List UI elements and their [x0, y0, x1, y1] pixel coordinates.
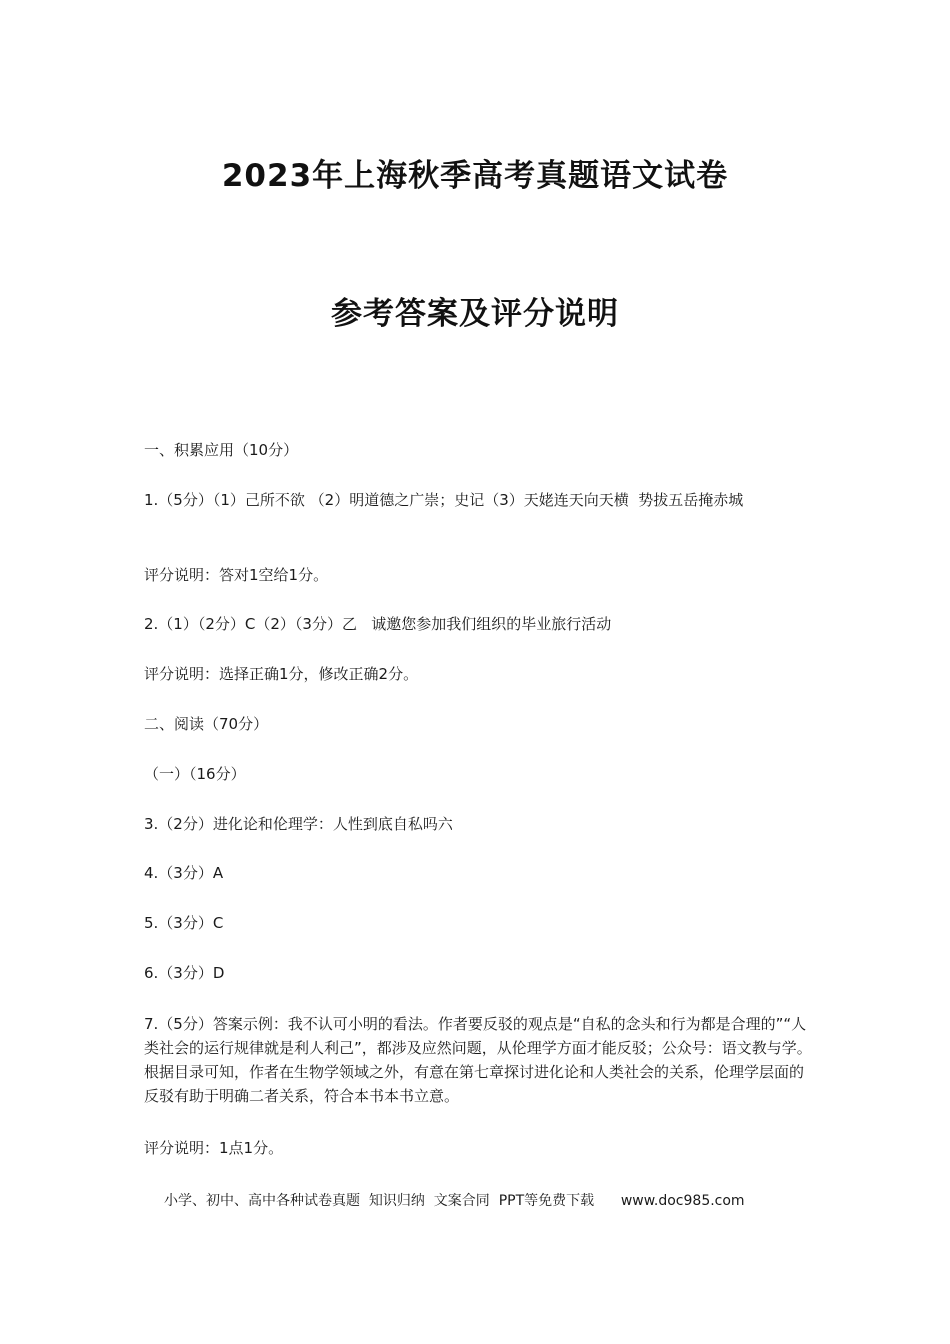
answer-2: 2.（1）（2分）C（2）（3分）乙 诚邀您参加我们组织的毕业旅行活动 — [144, 615, 612, 633]
document-subtitle: 参考答案及评分说明 — [331, 296, 619, 332]
answer-3: 3.（2分）进化论和伦理学：人性到底自私吗六 — [144, 815, 453, 833]
answer-4: 4.（3分）A — [144, 864, 224, 882]
answer-7: 7.（5分）答案示例：我不认可小明的看法。作者要反驳的观点是“自私的念头和行为都是合理的”“人类社会的运行规律就是利人利己”，都涉及应然问题，从伦理学方面才能反驳；公众号：语文教与学。根据目录可知，作者在生物学领域之外，有意在第七章探讨进化论和人类社会的关系，伦理学层面的反驳有助于明确二者关系，符合本书本书立意。 — [144, 1015, 812, 1105]
document-title: 2023年上海秋季高考真题语文试卷 — [221, 158, 729, 194]
scoring-note-7: 评分说明：1点1分。 — [144, 1139, 284, 1157]
answer-6: 6.（3分）D — [144, 964, 225, 982]
page-footer: 小学、初中、高中各种试卷真题 知识归纳 文案合同 PPT等免费下载 www.doc985.com — [164, 1193, 745, 1209]
subsection-heading-1: （一）（16分） — [144, 765, 246, 783]
answer-1: 1.（5分）（1）己所不欲 （2）明道德之广崇；史记（3）天姥连天向天横 势拔五岳掩赤城 — [144, 491, 744, 509]
answer-5: 5.（3分）C — [144, 914, 224, 932]
scoring-note-1: 评分说明：答对1空给1分。 — [144, 566, 329, 584]
scoring-note-2: 评分说明：选择正确1分，修改正确2分。 — [144, 665, 419, 683]
section-heading-accumulation: 一、积累应用（10分） — [144, 441, 299, 459]
section-heading-reading: 二、阅读（70分） — [144, 715, 269, 733]
